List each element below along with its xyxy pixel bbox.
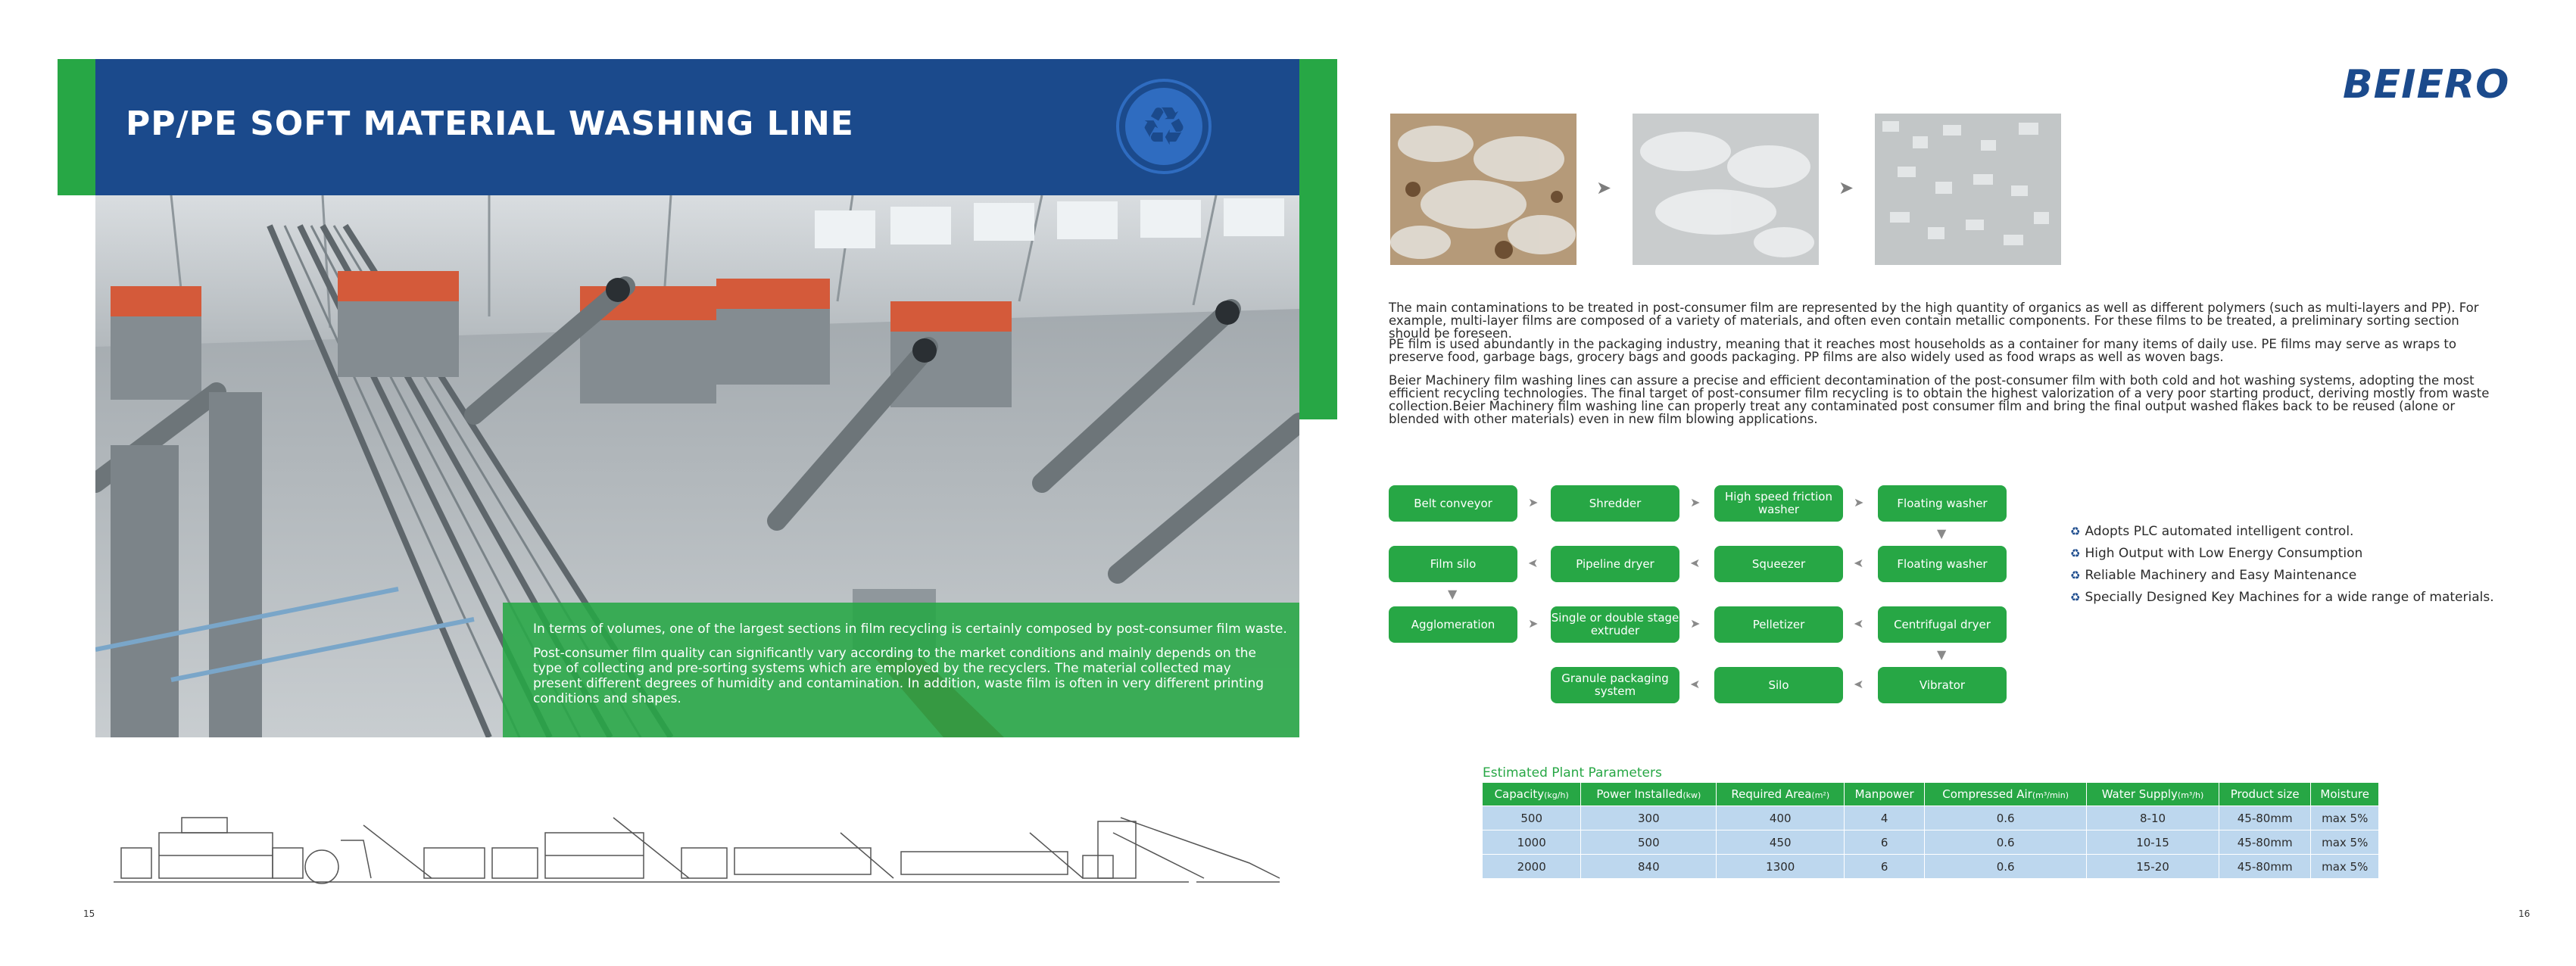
feature-text: Reliable Machinery and Easy Maintenance [2085, 568, 2357, 583]
flow-friction-washer: High speed friction washer [1714, 485, 1843, 522]
feature-text: High Output with Low Energy Consumption [2085, 546, 2363, 561]
flow-pelletizer: Pelletizer [1714, 606, 1843, 643]
washed-film-drawing [1633, 114, 1819, 265]
table-row [1483, 806, 2379, 830]
arrow-left-icon: ➤ [1690, 677, 1701, 691]
flow-silo: Silo [1714, 667, 1843, 703]
arrow-right-icon: ➤ [1690, 495, 1701, 509]
feature-text: Adopts PLC automated intelligent control. [2085, 524, 2354, 539]
arrow-left-icon: ➤ [1528, 556, 1539, 570]
table-cell: 0.6 [1925, 806, 2087, 830]
table-cell: 6 [1845, 855, 1925, 879]
table-cell: 8-10 [2087, 806, 2219, 830]
flow-squeezer: Squeezer [1714, 546, 1843, 582]
table-cell: 1000 [1483, 830, 1581, 855]
table-cell: 15-20 [2087, 855, 2219, 879]
feature-bullet-icon: ♻ [2070, 591, 2081, 604]
feature-text: Specially Designed Key Machines for a wide range of materials. [2085, 590, 2494, 605]
arrow-left-icon: ➤ [1690, 556, 1701, 570]
table-cell: 400 [1717, 806, 1845, 830]
feature-bullet-icon: ♻ [2070, 525, 2081, 538]
paragraph-contamination: The main contaminations to be treated in post-consumer film are represented by the high quantity of organics as well as different polymers (such as multi-layers and PP). For example, multi-layer films are composed of a variety of materials, and often even contain metallic components. For these films to be treated, a preliminary sorting section should be foreseen. [1389, 301, 2479, 341]
brand-logo: BEIERO [2343, 62, 2510, 108]
flow-agglomeration: Agglomeration [1389, 606, 1517, 643]
table-header-product-size: Product size [2219, 783, 2311, 806]
params-table [1483, 783, 2379, 878]
table-header-water: Water Supply(m³/h) [2087, 783, 2219, 806]
flow-packaging: Granule packaging system [1551, 667, 1679, 703]
feature-item [2070, 524, 2353, 539]
arrow-right-icon: ➤ [1528, 495, 1539, 509]
feature-bullet-icon: ♻ [2070, 569, 2081, 582]
table-cell: 300 [1581, 806, 1717, 830]
arrow-left-icon: ➤ [1854, 616, 1864, 631]
params-title: Estimated Plant Parameters [1483, 765, 1662, 781]
flow-pipeline-dryer: Pipeline dryer [1551, 546, 1679, 582]
table-row [1483, 855, 2379, 879]
raw-film-drawing [1390, 114, 1576, 265]
table-cell: 6 [1845, 830, 1925, 855]
flow-shredder: Shredder [1551, 485, 1679, 522]
page-number-right: 16 [2518, 908, 2531, 919]
header-accent-left [58, 59, 95, 195]
table-cell: 500 [1581, 830, 1717, 855]
flow-extruder: Single or double stage extruder [1551, 606, 1679, 643]
feature-bullet-icon: ♻ [2070, 547, 2081, 560]
paragraph-beier-lines: Beier Machinery film washing lines can assure a precise and efficient decontamination of the post-consumer film with both cold and hot washing systems, adopting the most efficient recycling technologies. The final target of post-consumer film recycling is to obtain the highest valorization of a very poor starting product, deriving mostly from waste collection.Beier Machinery film washing line can properly treat any contaminated post consumer film and bring the final output washed flakes back to be reused (alone or blended with other materials) even in new film blowing applications. [1389, 373, 2490, 426]
table-cell: 10-15 [2087, 830, 2219, 855]
paragraph-pe-film: PE film is used abundantly in the packaging industry, meaning that it reaches most households as a container for many items of daily use. PE films may serve as wraps to preserve food, garbage bags, grocery bags and goods packaging. PP films are also widely used as food wraps as well as woven bags. [1389, 337, 2456, 364]
flow-belt-conveyor: Belt conveyor [1389, 485, 1517, 522]
table-header-moisture: Moisture [2311, 783, 2379, 806]
arrow-down-icon: ▼ [1937, 526, 1947, 541]
feature-item [2070, 546, 2362, 561]
table-cell: 0.6 [1925, 830, 2087, 855]
arrow-right-icon: ➤ [1854, 495, 1864, 509]
raw-film-thumbnail [1390, 114, 1576, 265]
arrow-down-icon: ▼ [1448, 587, 1458, 601]
flow-floating-washer-1: Floating washer [1878, 485, 2007, 522]
table-cell: 0.6 [1925, 855, 2087, 879]
feature-item [2070, 568, 2356, 583]
table-cell: 840 [1581, 855, 1717, 879]
table-cell: max 5% [2311, 830, 2379, 855]
washed-film-thumbnail [1633, 114, 1819, 265]
table-cell: 450 [1717, 830, 1845, 855]
line-schematic-drawing [114, 802, 1310, 893]
photo-caption-lead: In terms of volumes, one of the largest sections in film recycling is certainly composed by post-consumer film waste. [533, 622, 1287, 637]
recycle-icon: ♻ [1140, 95, 1188, 157]
table-cell: 45-80mm [2219, 830, 2311, 855]
feature-item [2070, 590, 2494, 605]
flow-film-silo: Film silo [1389, 546, 1517, 582]
header-accent-right [1299, 59, 1337, 419]
arrow-right-icon: ➤ [1528, 616, 1539, 631]
table-header-area: Required Area(m²) [1717, 783, 1845, 806]
arrow-right-icon: ➤ [1838, 177, 1854, 198]
flow-centrifugal-dryer: Centrifugal dryer [1878, 606, 2007, 643]
page-number-left: 15 [83, 908, 95, 919]
table-cell: 45-80mm [2219, 806, 2311, 830]
table-cell: max 5% [2311, 806, 2379, 830]
table-cell: max 5% [2311, 855, 2379, 879]
arrow-left-icon: ➤ [1854, 556, 1864, 570]
flakes-thumbnail [1875, 114, 2061, 265]
table-cell: 45-80mm [2219, 855, 2311, 879]
table-cell: 1300 [1717, 855, 1845, 879]
arrow-right-icon: ➤ [1690, 616, 1701, 631]
table-header-row [1483, 783, 2379, 806]
line-schematic [114, 802, 1310, 893]
flow-floating-washer-2: Floating washer [1878, 546, 2007, 582]
arrow-down-icon: ▼ [1937, 647, 1947, 662]
table-header-manpower: Manpower [1845, 783, 1925, 806]
photo-caption-body: Post-consumer film quality can significantly vary according to the market conditions and mainly depends on the type of collecting and pre-sorting systems which are employed by the recyclers. The material collected may present different degrees of humidity and contamination. In addition, waste film is often in very different printing conditions and shapes. [533, 646, 1265, 706]
flow-vibrator: Vibrator [1878, 667, 2007, 703]
flakes-drawing [1875, 114, 2061, 265]
table-header-capacity: Capacity(kg/h) [1483, 783, 1581, 806]
page-title: PP/PE SOFT MATERIAL WASHING LINE [126, 104, 854, 143]
table-row [1483, 830, 2379, 855]
table-header-air: Compressed Air(m³/min) [1925, 783, 2087, 806]
table-cell: 500 [1483, 806, 1581, 830]
table-cell: 4 [1845, 806, 1925, 830]
arrow-left-icon: ➤ [1854, 677, 1864, 691]
arrow-right-icon: ➤ [1596, 177, 1612, 198]
table-cell: 2000 [1483, 855, 1581, 879]
table-header-power: Power Installed(kw) [1581, 783, 1717, 806]
